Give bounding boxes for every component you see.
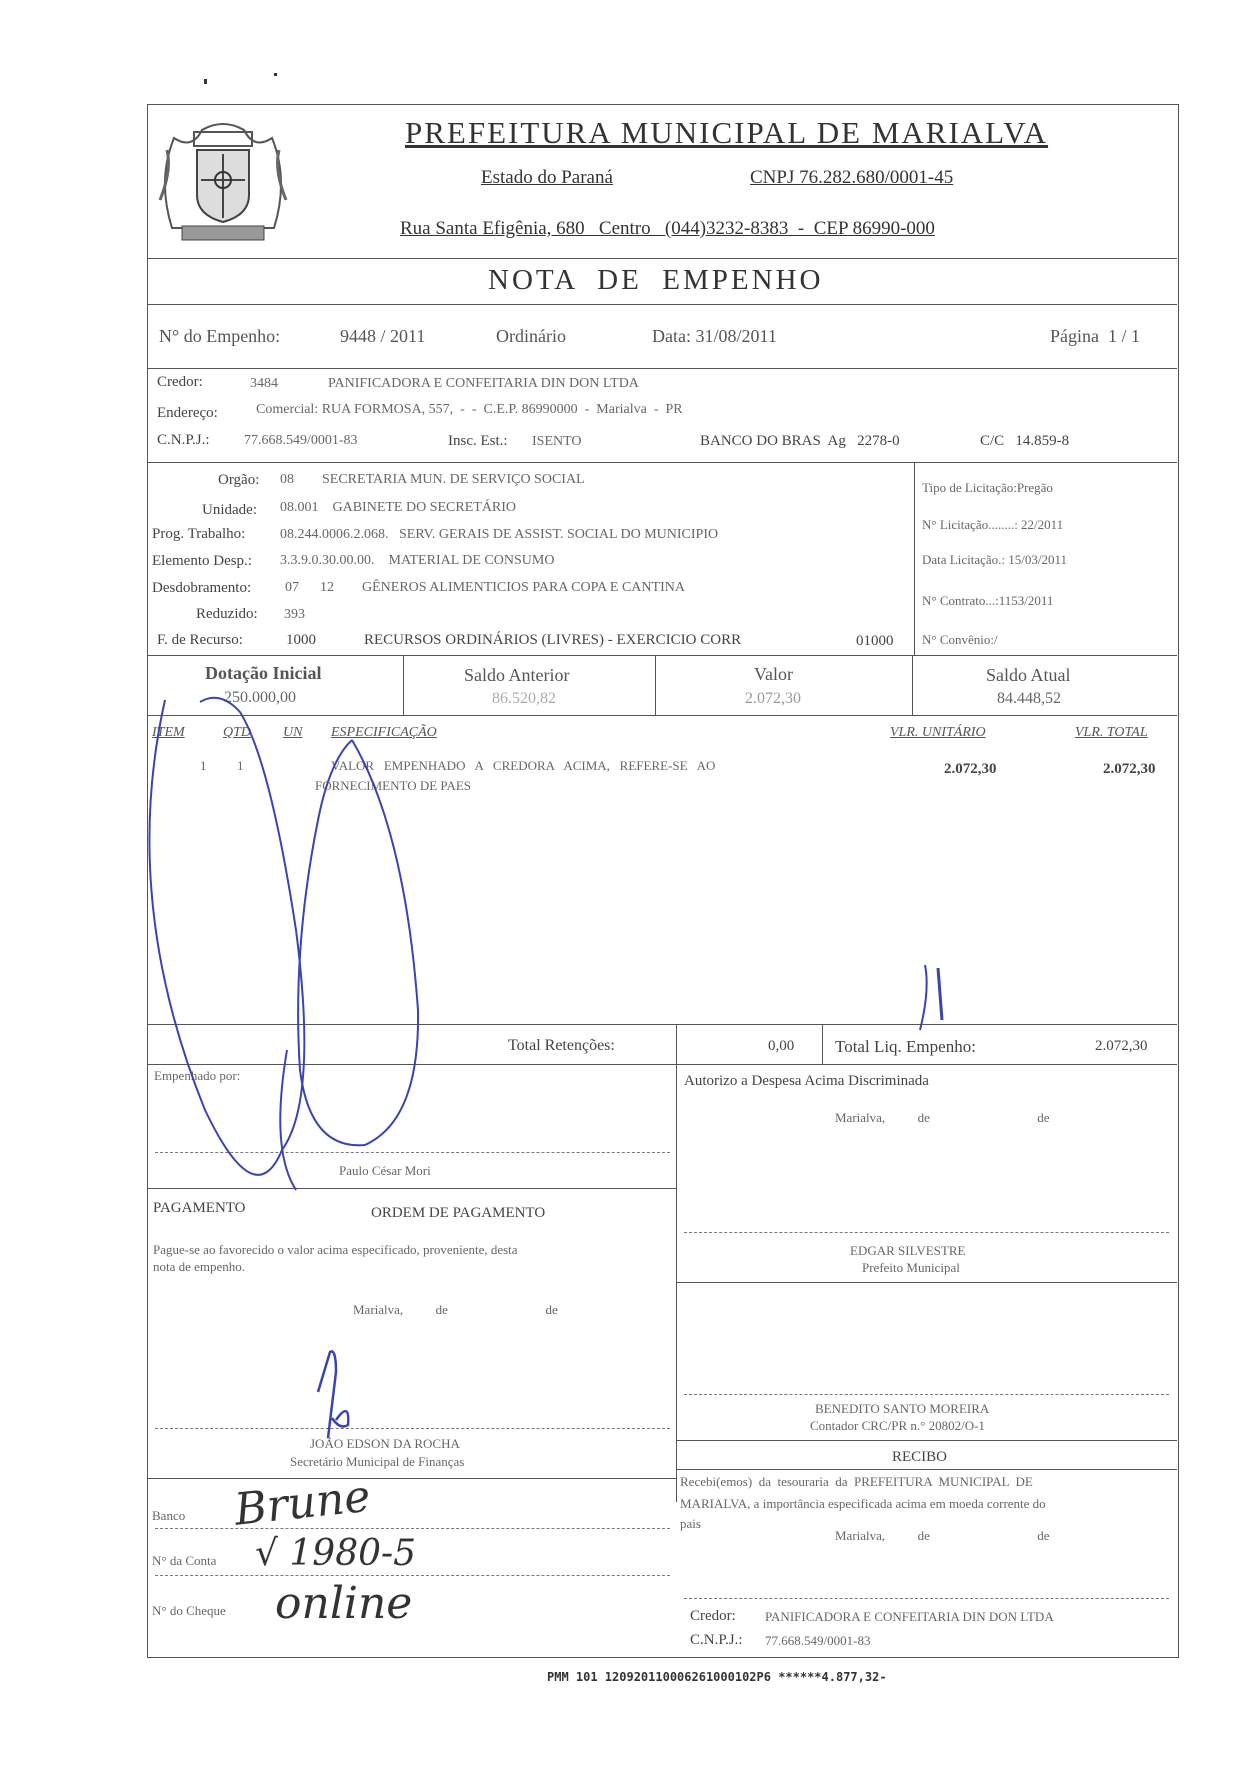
orgao-value: 08 SECRETARIA MUN. DE SERVIÇO SOCIAL [280, 472, 585, 487]
valor-value: 2.072,30 [745, 690, 801, 707]
fonte-desc: RECURSOS ORDINÁRIOS (LIVRES) - EXERCICIO CORR [364, 632, 742, 648]
empenho-date: Data: 31/08/2011 [652, 326, 777, 346]
row-spec-line1: VALOR EMPENHADO A CREDORA ACIMA, REFERE-SE AO [331, 758, 716, 773]
endereco-value: Comercial: RUA FORMOSA, 557, - - C.E.P. 86990000 - Marialva - PR [256, 402, 683, 417]
recibo-cnpj: 77.668.549/0001-83 [765, 1633, 871, 1648]
reduzido-value: 393 [284, 607, 305, 622]
saldo-atual-label: Saldo Atual [986, 665, 1071, 685]
numero-convenio: N° Convênio:/ [922, 632, 998, 647]
prog-label: Prog. Trabalho: [152, 526, 246, 542]
reduzido-label: Reduzido: [196, 606, 258, 622]
handwritten-conta: √ 1980-5 [255, 1533, 417, 1574]
banco-label: Banco [152, 1508, 186, 1523]
footer-code: PMM 101 120920110006261000102P6 ******4.877,32- [547, 1670, 887, 1684]
page-number: Página 1 / 1 [1050, 326, 1140, 346]
col-vlr-unitario: VLR. UNITÁRIO [890, 725, 986, 740]
mayor-title: Prefeito Municipal [862, 1260, 960, 1275]
dotacao-label: Dotação Inicial [205, 663, 322, 683]
recibo-place-date: Marialva, de de [835, 1528, 1050, 1543]
recibo-label: RECIBO [892, 1449, 948, 1465]
secretary-name: JOÃO EDSON DA ROCHA [310, 1436, 460, 1451]
col-especificacao: ESPECIFICAÇÃO [331, 725, 437, 740]
credor-label: Credor: [157, 374, 203, 390]
prog-value: 08.244.0006.2.068. SERV. GERAIS DE ASSIST. SOCIAL DO MUNICIPIO [280, 527, 719, 542]
saldo-atual-value: 84.448,52 [997, 690, 1061, 707]
empenho-number: 9448 / 2011 [340, 326, 426, 346]
cnpj-label: C.N.P.J.: [157, 432, 210, 448]
row-item: 1 [200, 758, 207, 773]
col-vlr-total: VLR. TOTAL [1075, 725, 1148, 740]
tipo-licitacao: Tipo de Licitação:Pregão [922, 480, 1053, 495]
empenho-number-label: N° do Empenho: [159, 326, 281, 346]
recibo-text-2: MARIALVA, a importância especificada acima em moeda corrente do [680, 1496, 1046, 1511]
mayor-name: EDGAR SILVESTRE [850, 1243, 966, 1258]
conta-label: N° da Conta [152, 1553, 217, 1568]
numero-contrato: N° Contrato...:1153/2011 [922, 593, 1054, 608]
empenhado-name: Paulo César Mori [339, 1163, 431, 1178]
cheque-label: N° do Cheque [152, 1603, 226, 1618]
secretary-signature [318, 1351, 348, 1438]
retencoes-value: 0,00 [768, 1038, 795, 1054]
saldo-anterior-label: Saldo Anterior [464, 665, 570, 685]
credor-name: PANIFICADORA E CONFEITARIA DIN DON LTDA [328, 376, 639, 391]
saldo-anterior-value: 86.520,82 [492, 690, 556, 707]
retencoes-label: Total Retenções: [508, 1037, 615, 1054]
handwritten-banco: Brune [232, 1470, 373, 1536]
credor-cnpj: 77.668.549/0001-83 [244, 433, 358, 448]
pagamento-place-date: Marialva, de de [353, 1302, 558, 1317]
desdob-label: Desdobramento: [152, 580, 252, 596]
credor-code: 3484 [250, 376, 278, 391]
row-spec-line2: FORNECIMENTO DE PAES [315, 778, 472, 793]
insc-value: ISENTO [532, 434, 582, 449]
doc-title: NOTA DE EMPENHO [488, 264, 824, 296]
empenho-type: Ordinário [496, 326, 566, 346]
col-qtd: QTD [223, 725, 252, 740]
header-cnpj: CNPJ 76.282.680/0001-45 [750, 167, 954, 188]
row-vlr-total: 2.072,30 [1103, 761, 1156, 777]
row-vlr-unitario: 2.072,30 [944, 761, 997, 777]
valor-label: Valor [754, 664, 793, 684]
fonte-value: 1000 [286, 632, 316, 648]
pagamento-text-2: nota de empenho. [153, 1259, 246, 1274]
handwritten-cheque: online [275, 1578, 413, 1629]
elemento-value: 3.3.9.0.30.00.00. MATERIAL DE CONSUMO [280, 553, 555, 568]
dotacao-value: 250.000,00 [224, 689, 296, 706]
col-un: UN [283, 725, 303, 740]
bank-info: BANCO DO BRAS Ag 2278-0 [700, 433, 900, 449]
liq-label: Total Liq. Empenho: [835, 1037, 976, 1056]
data-licitacao: Data Licitação.: 15/03/2011 [922, 552, 1067, 567]
header-title: PREFEITURA MUNICIPAL DE MARIALVA [405, 115, 1049, 150]
recibo-text-3: pais [680, 1516, 701, 1531]
row-qtd: 1 [237, 758, 244, 773]
elemento-label: Elemento Desp.: [152, 553, 252, 569]
desdob-value: 07 12 GÊNEROS ALIMENTICIOS PARA COPA E CANTINA [285, 580, 685, 595]
secretary-title: Secretário Municipal de Finanças [290, 1454, 465, 1469]
header-address: Rua Santa Efigênia, 680 Centro (044)3232-8383 - CEP 86990-000 [400, 218, 935, 239]
orgao-label: Orgão: [218, 472, 260, 488]
numero-licitacao: N° Licitação........: 22/2011 [922, 517, 1064, 532]
col-item: ITEM [152, 725, 185, 740]
header-state: Estado do Paraná [481, 167, 613, 188]
recibo-text-1: Recebi(emos) da tesouraria da PREFEITURA MUNICIPAL DE [680, 1474, 1033, 1489]
liq-value: 2.072,30 [1095, 1038, 1148, 1054]
pagamento-text-1: Pague-se ao favorecido o valor acima especificado, proveniente, desta [153, 1242, 518, 1257]
insc-label: Insc. Est.: [448, 433, 508, 449]
empenhado-label: Empenhado por: [154, 1068, 241, 1083]
recibo-cnpj-label: C.N.P.J.: [690, 1632, 743, 1648]
accountant-title: Contador CRC/PR n.° 20802/O-1 [810, 1418, 985, 1433]
signature-loop [149, 698, 942, 1190]
unidade-value: 08.001 GABINETE DO SECRETÁRIO [280, 500, 517, 515]
autorizo-label: Autorizo a Despesa Acima Discriminada [684, 1073, 929, 1089]
recibo-credor: PANIFICADORA E CONFEITARIA DIN DON LTDA [765, 1609, 1054, 1624]
fonte-label: F. de Recurso: [157, 632, 243, 648]
recibo-credor-label: Credor: [690, 1608, 736, 1624]
unidade-label: Unidade: [202, 502, 257, 518]
pagamento-label: PAGAMENTO [153, 1200, 246, 1216]
ordem-pagamento-label: ORDEM DE PAGAMENTO [371, 1205, 546, 1221]
fonte-code: 01000 [856, 633, 894, 649]
accountant-name: BENEDITO SANTO MOREIRA [815, 1401, 990, 1416]
endereco-label: Endereço: [157, 405, 218, 421]
autorizo-place-date: Marialva, de de [835, 1110, 1050, 1125]
bank-account: C/C 14.859-8 [980, 433, 1070, 449]
